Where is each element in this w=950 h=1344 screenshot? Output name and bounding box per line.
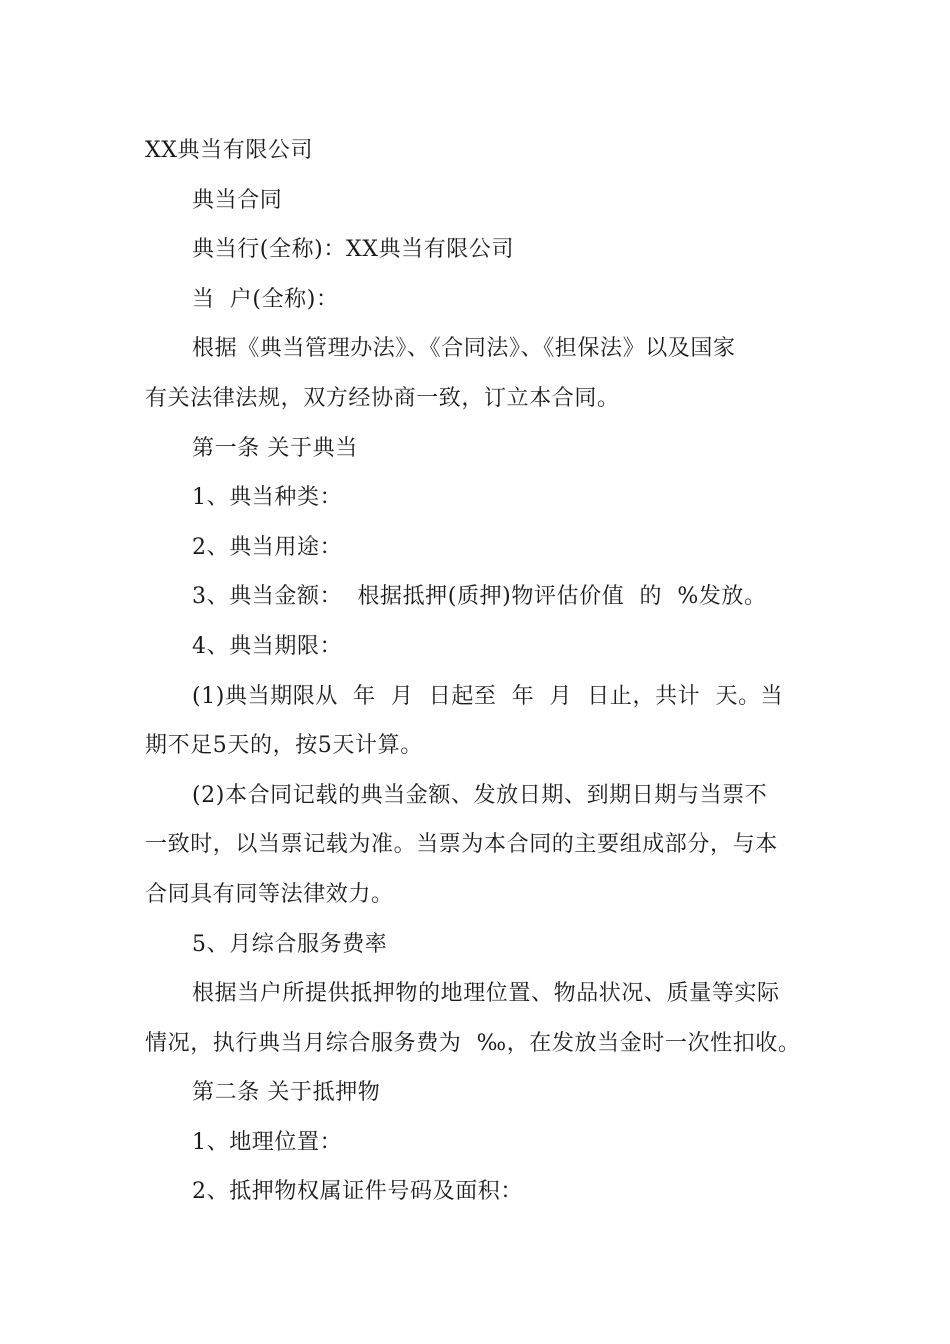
term-1-line-2: 期不足5天的，按5天计算。 <box>145 733 423 759</box>
term-2-line-1: (2)本合同记载的典当金额、发放日期、到期日期与当票不 <box>192 782 768 808</box>
document-page <box>145 126 805 1217</box>
contract-title: 典当合同 <box>192 187 283 213</box>
article-1-item-3: 3、典当金额： 根据抵押(质押)物评估价值 的 %发放。 <box>192 584 767 610</box>
article-2-item-1: 1、地理位置： <box>192 1129 343 1155</box>
customer-name-line: 当 户(全称)： <box>192 286 339 312</box>
article-1-item-5: 5、月综合服务费率 <box>192 931 388 957</box>
preamble-line-1: 根据《典当管理办法》、《合同法》、《担保法》以及国家 <box>192 336 736 362</box>
pawnshop-name-line: 典当行(全称)：XX典当有限公司 <box>192 237 515 263</box>
company-header: XX典当有限公司 <box>145 138 314 163</box>
article-2-heading: 第二条 关于抵押物 <box>192 1080 381 1106</box>
term-2-line-3: 合同具有同等法律效力。 <box>145 881 394 907</box>
term-2-line-2: 一致时，以当票记载为准。当票为本合同的主要组成部分，与本 <box>145 832 778 858</box>
preamble-line-2: 有关法律法规，双方经协商一致，订立本合同。 <box>145 385 620 411</box>
term-1-line-1: (1)典当期限从 年 月 日起至 年 月 日止，共计 天。当 <box>192 683 784 709</box>
article-1-item-2: 2、典当用途： <box>192 534 343 560</box>
article-1-heading: 第一条 关于典当 <box>192 435 358 461</box>
article-1-item-1: 1、典当种类： <box>192 485 343 511</box>
article-2-item-2: 2、抵押物权属证件号码及面积： <box>192 1179 523 1205</box>
article-1-item-4: 4、典当期限： <box>192 633 343 659</box>
fee-text-line-2: 情况，执行典当月综合服务费为 ‰，在发放当金时一次性扣收。 <box>145 1030 801 1056</box>
fee-text-line-1: 根据当户所提供抵押物的地理位置、物品状况、质量等实际 <box>192 981 780 1007</box>
